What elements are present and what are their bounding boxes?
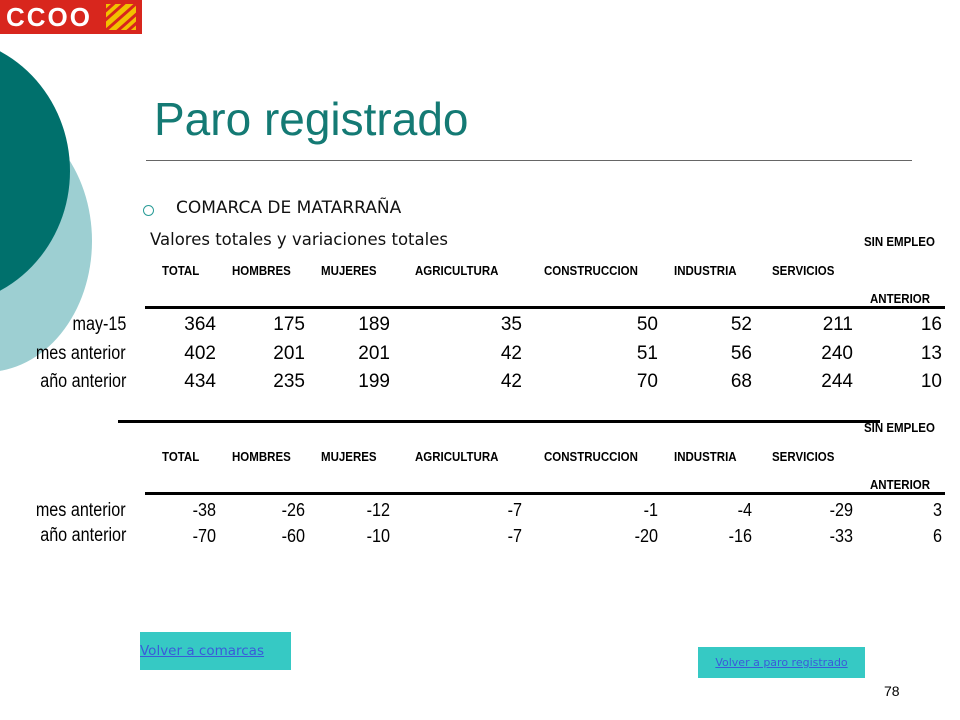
cell-value: 52 xyxy=(730,314,752,335)
circle-bullet-icon xyxy=(143,205,154,216)
column-header: SERVICIOS xyxy=(772,264,835,278)
cell-value: 3 xyxy=(932,500,942,520)
bullet-text: COMARCA DE MATARRAÑA xyxy=(176,198,402,218)
page-title: Paro registrado xyxy=(154,93,469,145)
cell-value: -12 xyxy=(366,500,390,520)
cell-value: -20 xyxy=(634,526,658,546)
cell-value: 402 xyxy=(184,343,216,364)
cell-value: 235 xyxy=(273,371,305,392)
cell-value: 13 xyxy=(920,343,942,364)
cell-value: 70 xyxy=(636,371,658,392)
column-header: INDUSTRIA xyxy=(674,264,737,278)
column-header-anterior: ANTERIOR xyxy=(870,292,931,306)
aragon-flag-icon xyxy=(106,4,136,30)
column-header: INDUSTRIA xyxy=(674,450,737,464)
column-header: HOMBRES xyxy=(232,264,291,278)
column-header: MUJERES xyxy=(321,450,377,464)
cell-value: -33 xyxy=(829,526,853,546)
cell-value: -10 xyxy=(366,526,390,546)
column-header-sin-empleo: SIN EMPLEO xyxy=(864,235,935,249)
cell-value: 10 xyxy=(920,371,942,392)
cell-value: 201 xyxy=(273,343,305,364)
row-label: año anterior xyxy=(39,525,126,546)
cell-value: 199 xyxy=(358,371,390,392)
cell-value: 175 xyxy=(273,314,305,335)
cell-value: -29 xyxy=(829,500,853,520)
cell-value: 50 xyxy=(636,314,658,335)
cell-value: 6 xyxy=(932,526,942,546)
table-rule xyxy=(145,306,945,309)
cell-value: 244 xyxy=(821,371,853,392)
column-header: AGRICULTURA xyxy=(415,264,499,278)
column-header: AGRICULTURA xyxy=(415,450,499,464)
cell-value: 434 xyxy=(184,371,216,392)
cell-value: -1 xyxy=(643,500,658,520)
table-rule xyxy=(145,492,945,495)
row-label: mes anterior xyxy=(36,500,126,521)
table-separator xyxy=(118,420,880,423)
cell-value: 51 xyxy=(636,343,658,364)
cell-value: 42 xyxy=(500,371,522,392)
column-header: MUJERES xyxy=(321,264,377,278)
cell-value: 364 xyxy=(184,314,216,335)
row-label: mes anterior xyxy=(36,343,126,364)
cell-value: -26 xyxy=(281,500,305,520)
row-label: año anterior xyxy=(39,371,126,392)
cell-value: 189 xyxy=(358,314,390,335)
cell-value: -16 xyxy=(728,526,752,546)
cell-value: 35 xyxy=(500,314,522,335)
cell-value: -38 xyxy=(192,500,216,520)
page-number: 78 xyxy=(884,683,900,699)
cell-value: 68 xyxy=(730,371,752,392)
column-header: SERVICIOS xyxy=(772,450,835,464)
column-header: TOTAL xyxy=(162,264,200,278)
ccoo-logo xyxy=(0,0,142,34)
back-to-comarcas-link[interactable]: Volver a comarcas xyxy=(140,632,291,670)
back-to-paro-registrado-link[interactable]: Volver a paro registrado xyxy=(698,647,865,678)
cell-value: 211 xyxy=(822,314,853,335)
cell-value: 56 xyxy=(730,343,752,364)
column-header: CONSTRUCCION xyxy=(544,264,638,278)
cell-value: 16 xyxy=(920,314,942,335)
column-header: TOTAL xyxy=(162,450,200,464)
column-header-anterior: ANTERIOR xyxy=(870,478,931,492)
cell-value: -7 xyxy=(507,526,522,546)
table-subtitle: Valores totales y variaciones totales xyxy=(150,230,448,249)
bullet-item xyxy=(143,198,401,218)
cell-value: -70 xyxy=(192,526,216,546)
cell-value: 42 xyxy=(500,343,522,364)
column-header-sin-empleo: SIN EMPLEO xyxy=(864,421,935,435)
cell-value: -60 xyxy=(281,526,305,546)
cell-value: 240 xyxy=(821,343,853,364)
title-divider xyxy=(146,160,912,161)
cell-value: 201 xyxy=(358,343,390,364)
cell-value: -4 xyxy=(737,500,752,520)
column-header: HOMBRES xyxy=(232,450,291,464)
row-label: may-15 xyxy=(72,314,126,335)
column-header: CONSTRUCCION xyxy=(544,450,638,464)
cell-value: -7 xyxy=(507,500,522,520)
logo-text: CCOO xyxy=(6,2,92,32)
